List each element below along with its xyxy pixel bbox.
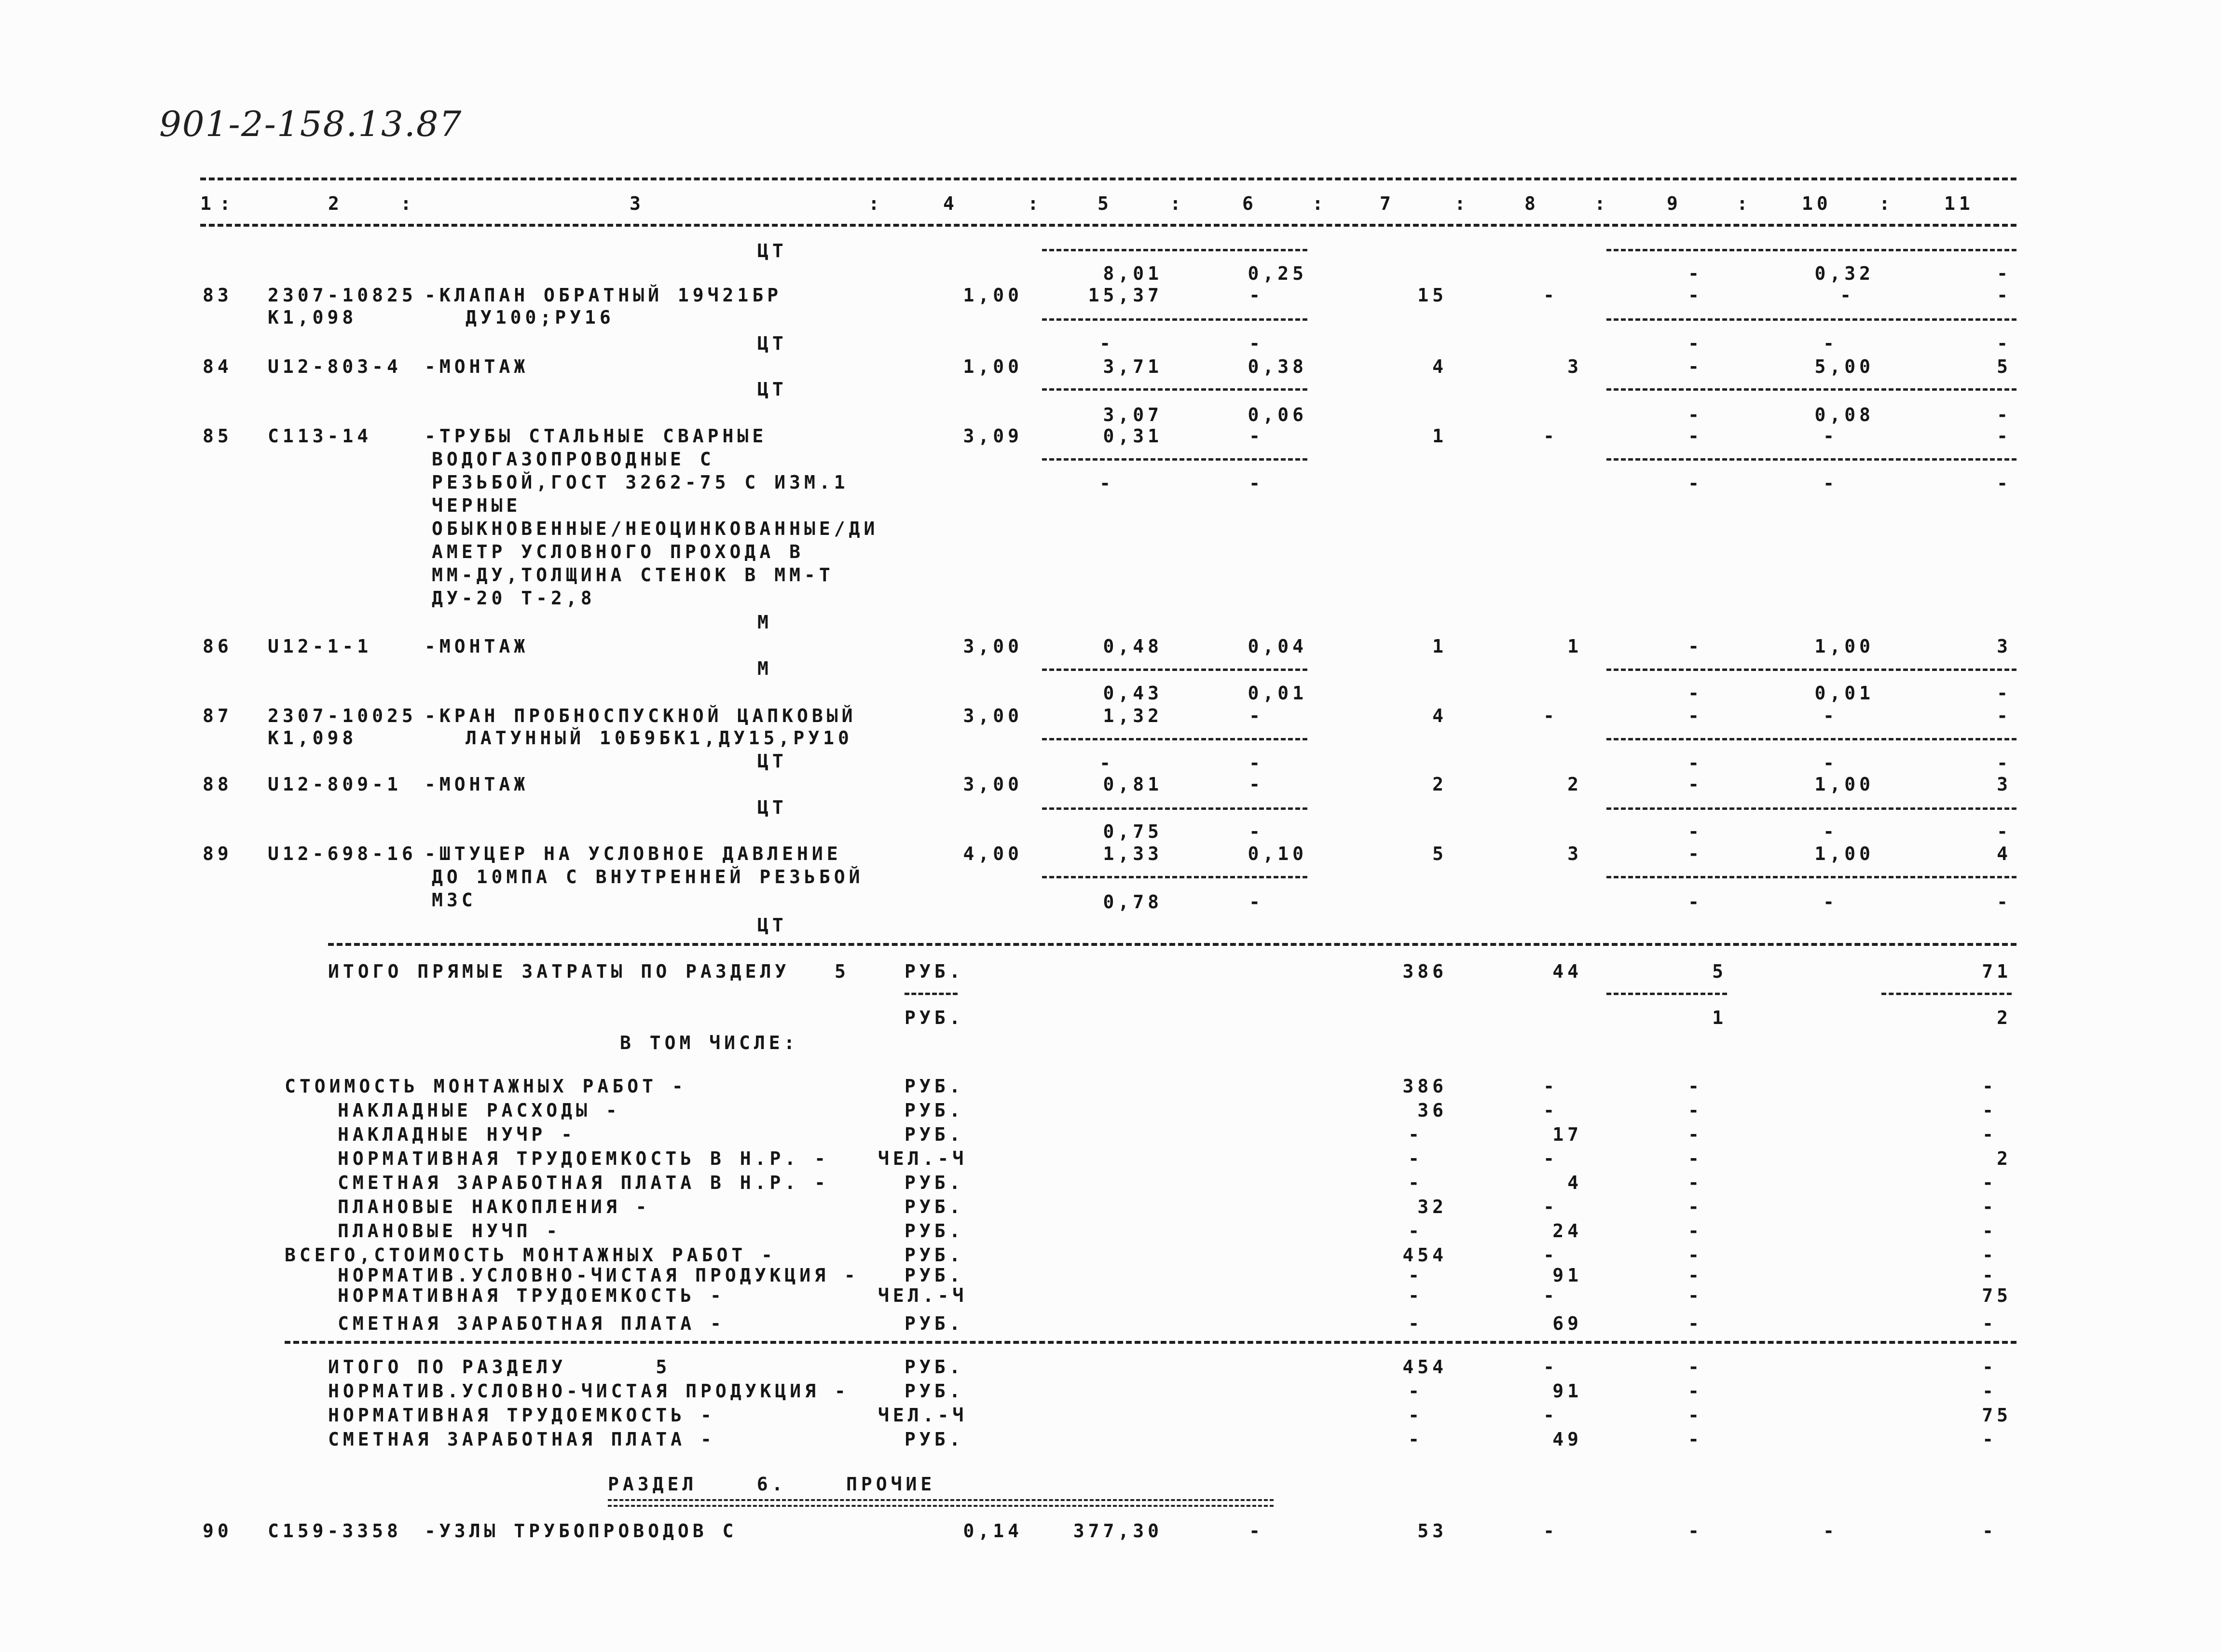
col-header-2: 2 <box>328 193 343 214</box>
col-header-3: 3 <box>630 193 645 214</box>
header-top-rule <box>200 177 2016 180</box>
col-header-7: 7 <box>1380 193 1395 214</box>
breakdown-rule <box>285 1341 2016 1344</box>
unit-label: ЦТ <box>757 240 787 261</box>
col-header-5: 5 <box>1097 193 1112 214</box>
col-header-9: 9 <box>1667 193 1682 214</box>
estimate-page: 901-2-158.13.87 1 : 2 : 3 : 4 : 5 : 6 : 7 : 8 : 9 : 10 : 11 ЦТ 8,01 0,25 - 0,32 - 83 2307-10825 К1,098 -КЛАПАН ОБРАТНЫЙ 19Ч21БР ДУ100;РУ16 1,00 15,37 - 15 - - - - ЦТ - - - - - 84 U12-803-4 -МОНТАЖ 1,00 3,71 0,38 4 3 - 5,00 5 ЦТ 3,07 0,06 - 0,08 - 85 С113-14 -ТРУБЫ СТАЛЬНЫЕ СВАРНЫЕ ВОДОГАЗОПРОВОДНЫЕ С РЕЗЬБОЙ,ГОСТ 3262-75 С ИЗМ.1 ЧЕРНЫЕ ОБЫКНОВЕННЫЕ/НЕОЦИНКОВАННЫЕ/ДИ АМЕТР УСЛОВНОГО ПРОХОДА В ММ-ДУ,ТОЛЩИНА СТЕНОК В ММ-Т ДУ-20 Т-2,8 3,09 0,31 - 1 - - - - - - - - - М 86 U12-1-1 -МОНТАЖ 3,00 0,48 0,04 1 1 - 1,00 3 М 0,43 0,01 - 0,01 - 87 2307-10025 К1,098 -КРАН ПРОБНОСПУСКНОЙ ЦАПКОВЫЙ ЛАТУННЫЙ 10Б9БК1,ДУ15,РУ10 3,00 1,32 - 4 - - - - ЦТ - - - - - 88 U12-809-1 -МОНТАЖ 3,00 0,81 - 2 2 - 1,00 3 ЦТ 0,75 - - - - 89 U12-698-16 -ШТУЦЕР НА УСЛОВНОЕ ДАВЛЕНИЕ ДО 10МПА С ВНУТРЕННЕЙ РЕЗЬБОЙ М3С 4,00 1,33 0,10 5 3 - 1,00 4 0,78 - - - - ЦТ ИТОГО ПРЯМЫЕ ЗАТРАТЫ ПО РАЗДЕЛУ 5 РУБ. 386 44 5 71 РУБ. 1 2 В ТОМ ЧИСЛЕ: СТОИМОСТЬ МОНТАЖНЫХ РАБОТ - РУБ. 386 - - - НАКЛАДНЫЕ РАСХОДЫ - РУБ. 36 - - - НАКЛАДНЫЕ НУЧР - РУБ. - 17 - - НОРМАТИВНАЯ ТРУДОЕМКОСТЬ В Н.Р. - ЧЕЛ.-Ч - - - 2 СМЕТНАЯ ЗАРАБОТНАЯ ПЛАТА В Н.Р. - РУБ. - 4 - - ПЛАНОВЫЕ НАКОПЛЕНИЯ - РУБ. 32 - - - ПЛАНОВЫЕ НУЧП - РУБ. - 24 - - ВСЕГО,СТОИМОСТЬ МОНТАЖНЫХ РАБОТ - РУБ. 454 - - - НОРМАТИВ.УСЛОВНО-ЧИСТАЯ ПРОДУКЦИЯ - РУБ. - 91 - - НОРМАТИВНАЯ ТРУДОЕМКОСТЬ - ЧЕЛ.-Ч - - - 75 СМЕТНАЯ ЗАРАБОТНАЯ ПЛАТА - РУБ. - 69 - - ИТОГО ПО РАЗДЕЛУ 5 РУБ. 454 - - - НОРМАТИВ.УСЛОВНО-ЧИСТАЯ ПРОДУКЦИЯ - РУБ. - 91 - - НОРМАТИВНАЯ ТРУДОЕМКОСТЬ - ЧЕЛ.-Ч - - - 75 СМЕТНАЯ ЗАРАБОТНАЯ ПЛАТА - РУБ. - 49 - - РАЗДЕЛ 6. ПРОЧИЕ 90 С159-3358 -УЗЛЫ ТРУБОПРОВОДОВ С 0,14 377,30 - 53 - - - - <box>0 0 2222 1652</box>
col-header-10: 10 <box>1802 193 1832 214</box>
col-header-6: 6 <box>1242 193 1257 214</box>
section-total-rule <box>328 943 2016 946</box>
col-header-11: 11 <box>1944 193 1974 214</box>
section-6-title: РАЗДЕЛ 6. ПРОЧИЕ <box>608 1474 936 1495</box>
doc-code: 901-2-158.13.87 <box>159 104 463 144</box>
col-header-4: 4 <box>943 193 958 214</box>
col-header-8: 8 <box>1524 193 1539 214</box>
header-bottom-rule <box>200 224 2016 227</box>
col-header-1: 1 <box>200 193 215 214</box>
including-label: В ТОМ ЧИСЛЕ: <box>620 1032 799 1053</box>
